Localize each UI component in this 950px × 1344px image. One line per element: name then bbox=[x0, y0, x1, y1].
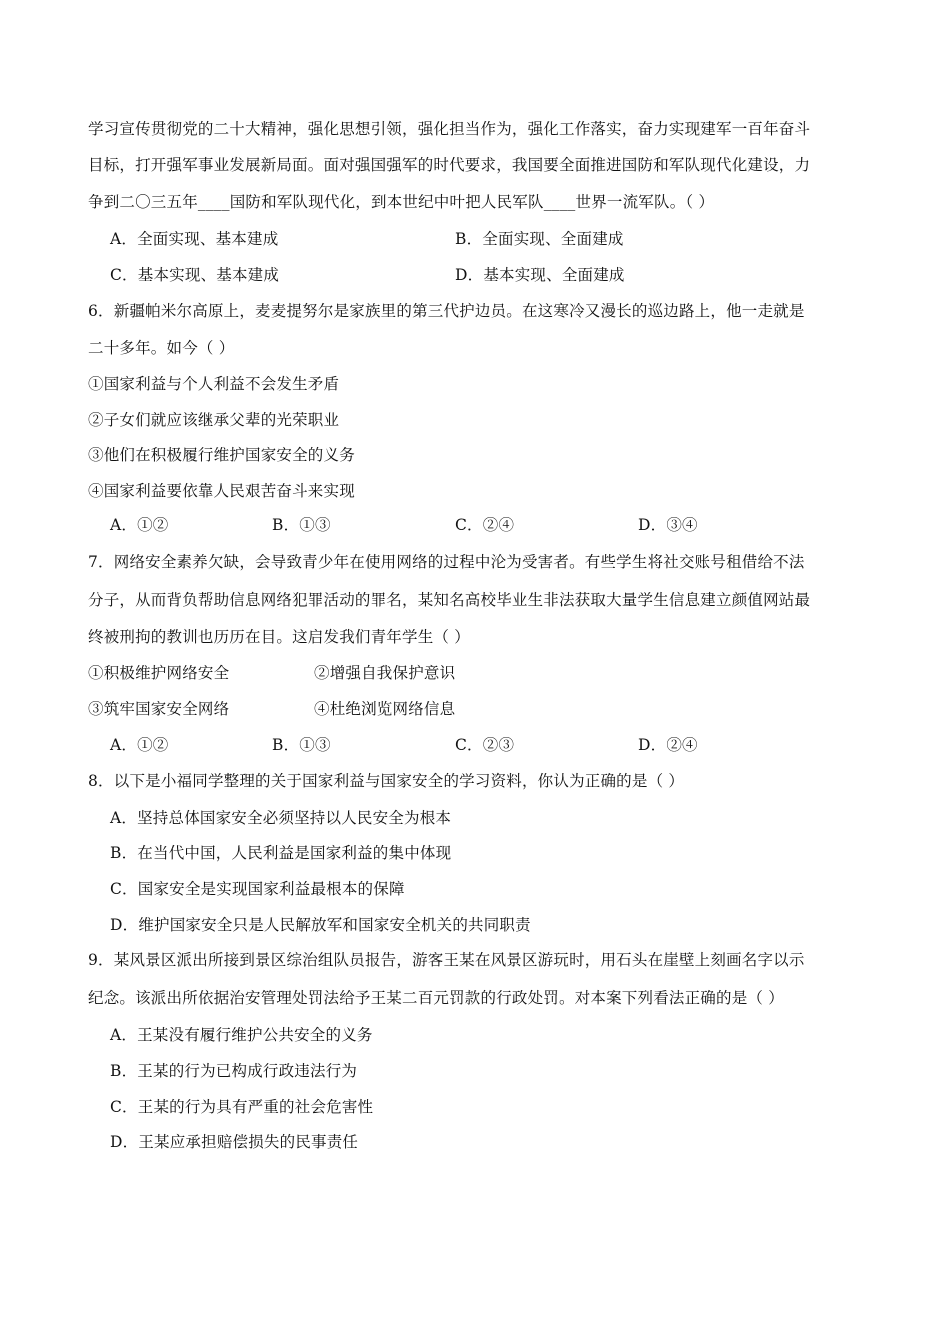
question-8-option-a[interactable]: A．坚持总体国家安全必须坚持以人民安全为根本 bbox=[110, 809, 452, 827]
question-9-stem-line-1: 9．某风景区派出所接到景区综治组队员报告，游客王某在风景区游玩时，用石头在崖壁上刻画名字以示 bbox=[88, 951, 805, 969]
question-6-option-b[interactable]: B．①③ bbox=[272, 516, 331, 534]
question-7-stem-line-3: 终被刑拘的教训也历历在目。这启发我们青年学生（ ） bbox=[88, 628, 470, 646]
question-5-stem-line-3: 争到二〇三五年____国防和军队现代化，到本世纪中叶把人民军队____世界一流军队。（ ） bbox=[88, 193, 715, 211]
question-9-stem-line-2: 纪念。该派出所依据治安管理处罚法给予王某二百元罚款的行政处罚。对本案下列看法正确的是（ ） bbox=[88, 989, 784, 1007]
question-5-stem-line-2: 目标，打开强军事业发展新局面。面对强国强军的时代要求，我国要全面推进国防和军队现代化建设，力 bbox=[88, 156, 811, 174]
question-8-option-b[interactable]: B．在当代中国，人民利益是国家利益的集中体现 bbox=[110, 844, 452, 862]
question-6-statement-1: ①国家利益与个人利益不会发生矛盾 bbox=[88, 375, 340, 393]
question-6-statement-3: ③他们在积极履行维护国家安全的义务 bbox=[88, 446, 355, 464]
question-5-option-a[interactable]: A．全面实现、基本建成 bbox=[110, 230, 279, 248]
question-8-option-c[interactable]: C．国家安全是实现国家利益最根本的保障 bbox=[110, 880, 405, 898]
question-8-stem-line-1: 8．以下是小福同学整理的关于国家利益与国家安全的学习资料，你认为正确的是（ ） bbox=[88, 772, 685, 790]
question-7-statement-3: ③筑牢国家安全网络 bbox=[88, 700, 230, 718]
question-7-stem-line-1: 7．网络安全素养欠缺，会导致青少年在使用网络的过程中沦为受害者。有些学生将社交账号租借给不法 bbox=[88, 553, 805, 571]
question-8-option-d[interactable]: D．维护国家安全只是人民解放军和国家安全机关的共同职责 bbox=[110, 916, 531, 934]
question-5-option-b[interactable]: B．全面实现、全面建成 bbox=[455, 230, 624, 248]
question-6-option-c[interactable]: C．②④ bbox=[455, 516, 515, 534]
question-9-option-b[interactable]: B．王某的行为已构成行政违法行为 bbox=[110, 1062, 358, 1080]
question-6-option-a[interactable]: A．①② bbox=[110, 516, 169, 534]
question-6-stem-line-1: 6．新疆帕米尔高原上，麦麦提努尔是家族里的第三代护边员。在这寒冷又漫长的巡边路上，他一走就是 bbox=[88, 302, 805, 320]
question-7-statement-1: ①积极维护网络安全 bbox=[88, 664, 230, 682]
question-6-stem-line-2: 二十多年。如今（ ） bbox=[88, 339, 235, 357]
question-5-stem-line-1: 学习宣传贯彻党的二十大精神，强化思想引领，强化担当作为，强化工作落实，奋力实现建军一百年奋斗 bbox=[88, 120, 811, 138]
question-6-statement-2: ②子女们就应该继承父辈的光荣职业 bbox=[88, 411, 340, 429]
question-6-option-d[interactable]: D．③④ bbox=[638, 516, 698, 534]
question-5-option-c[interactable]: C．基本实现、基本建成 bbox=[110, 266, 280, 284]
question-7-stem-line-2: 分子，从而背负帮助信息网络犯罪活动的罪名，某知名高校毕业生非法获取大量学生信息建立颜值网站最 bbox=[88, 591, 811, 609]
question-9-option-d[interactable]: D．王某应承担赔偿损失的民事责任 bbox=[110, 1133, 359, 1151]
question-7-option-d[interactable]: D．②④ bbox=[638, 736, 698, 754]
question-7-option-a[interactable]: A．①② bbox=[110, 736, 169, 754]
question-7-statement-2: ②增强自我保护意识 bbox=[314, 664, 456, 682]
question-5-option-d[interactable]: D．基本实现、全面建成 bbox=[455, 266, 625, 284]
question-6-statement-4: ④国家利益要依靠人民艰苦奋斗来实现 bbox=[88, 482, 355, 500]
question-7-option-c[interactable]: C．②③ bbox=[455, 736, 515, 754]
question-7-statement-4: ④杜绝浏览网络信息 bbox=[314, 700, 456, 718]
question-7-option-b[interactable]: B．①③ bbox=[272, 736, 331, 754]
question-9-option-a[interactable]: A．王某没有履行维护公共安全的义务 bbox=[110, 1026, 373, 1044]
question-9-option-c[interactable]: C．王某的行为具有严重的社会危害性 bbox=[110, 1098, 374, 1116]
